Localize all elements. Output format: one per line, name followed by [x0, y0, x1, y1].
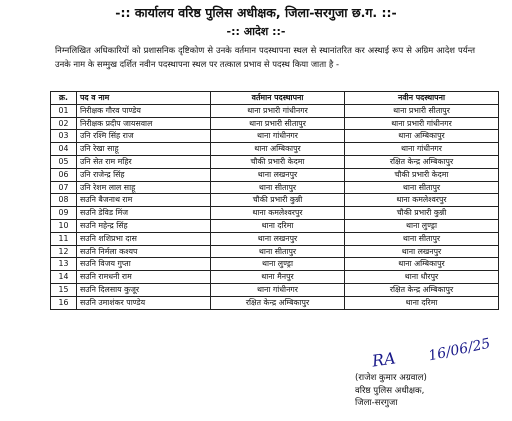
table-row: [51, 155, 499, 168]
new-posting-cell: थाना सीतापुर: [345, 181, 499, 194]
table-row: [51, 104, 499, 117]
column-header-serial: क्र.: [51, 92, 77, 105]
table-row: [51, 168, 499, 181]
name-cell: उनि सेत राम महिर: [77, 155, 211, 168]
name-cell: सउनि विजय गुप्ता: [77, 258, 211, 271]
new-posting-cell: थाना अम्बिकापुर: [345, 130, 499, 143]
table-row: [51, 258, 499, 271]
transfer-table: [50, 91, 499, 310]
serial-cell: 05: [51, 155, 77, 168]
officer-name: (राजेश कुमार अग्रवाल): [355, 373, 427, 383]
current-posting-cell: चौकी प्रभारी कुन्नी: [211, 194, 345, 207]
name-cell: उनि रश्मि सिंह राज: [77, 130, 211, 143]
officer-district: जिला-सरगुजा: [355, 398, 398, 408]
name-cell: सउनि महेन्द्र सिंह: [77, 219, 211, 232]
serial-cell: 04: [51, 143, 77, 156]
table-row: [51, 283, 499, 296]
serial-cell: 14: [51, 271, 77, 284]
name-cell: निरीक्षक प्रदीप जायसवाल: [77, 117, 211, 130]
serial-cell: 11: [51, 232, 77, 245]
current-posting-cell: थाना दरिमा: [211, 219, 345, 232]
current-posting-cell: थाना अम्बिकापुर: [211, 143, 345, 156]
name-cell: उनि रेखा साहू: [77, 143, 211, 156]
serial-cell: 16: [51, 296, 77, 309]
officer-designation: वरिष्ठ पुलिस अधीक्षक,: [355, 385, 425, 396]
table-row: [51, 207, 499, 220]
new-posting-cell: थाना लखनपुर: [345, 245, 499, 258]
order-paragraph: निम्नलिखित अधिकारियों को प्रशासनिक दृष्टिकोण से उनके वर्तमान पदस्थापना स्थल से स्थानांतरित कर अस्थाई रूप से अग्रिम आदेश पर्यन्त उनके नाम के सम्मुख दर्शित नवीन पदस्थापना स्थल पर तत्काल प्रभाव से पदस्थ किया जाता है -: [55, 45, 475, 69]
new-posting-cell: रक्षित केन्द्र अम्बिकापुर: [345, 283, 499, 296]
current-posting-cell: थाना प्रभारी गांधीनगर: [211, 104, 345, 117]
column-header-new-posting: नवीन पदस्थापना: [345, 92, 499, 105]
current-posting-cell: थाना लुण्ड्रा: [211, 258, 345, 271]
current-posting-cell: थाना सीतापुर: [211, 181, 345, 194]
name-cell: निरीक्षक गौरव पाण्डेय: [77, 104, 211, 117]
new-posting-cell: थाना प्रभारी गांधीनगर: [345, 117, 499, 130]
new-posting-cell: थाना गांधीनगर: [345, 143, 499, 156]
new-posting-cell: थाना प्रभारी सीतापुर: [345, 104, 499, 117]
table-row: [51, 219, 499, 232]
new-posting-cell: थाना कमलेश्वरपुर: [345, 194, 499, 207]
name-cell: सउनि दिलसाय कुजूर: [77, 283, 211, 296]
serial-cell: 09: [51, 207, 77, 220]
name-cell: उनि रेशम लाल साहू: [77, 181, 211, 194]
new-posting-cell: थाना सीतापुर: [345, 232, 499, 245]
new-posting-cell: चौकी प्रभारी कुन्नी: [345, 207, 499, 220]
table-row: [51, 232, 499, 245]
signature-date: 16/06/25: [427, 335, 492, 365]
order-heading: -:: आदेश ::-: [226, 25, 286, 38]
current-posting-cell: थाना गांधीनगर: [211, 130, 345, 143]
name-cell: सउनि बैजनाथ राम: [77, 194, 211, 207]
current-posting-cell: थाना लखनपुर: [211, 232, 345, 245]
table-row: [51, 143, 499, 156]
table-row: [51, 117, 499, 130]
name-cell: सउनि निर्मला कश्यप: [77, 245, 211, 258]
column-header-current-posting: वर्तमान पदस्थापना: [211, 92, 345, 105]
table-row: [51, 130, 499, 143]
current-posting-cell: थाना गांधीनगर: [211, 283, 345, 296]
column-header-name: पद व नाम: [77, 92, 211, 105]
table-row: [51, 181, 499, 194]
new-posting-cell: थाना धौरपुर: [345, 271, 499, 284]
serial-cell: 13: [51, 258, 77, 271]
serial-cell: 03: [51, 130, 77, 143]
current-posting-cell: थाना कमलेश्वरपुर: [211, 207, 345, 220]
table-row: [51, 245, 499, 258]
signature-initials: RA: [370, 348, 397, 371]
serial-cell: 10: [51, 219, 77, 232]
table-header-row: [51, 92, 499, 105]
name-cell: सउनि शशिप्रभा दास: [77, 232, 211, 245]
serial-cell: 06: [51, 168, 77, 181]
serial-cell: 07: [51, 181, 77, 194]
serial-cell: 15: [51, 283, 77, 296]
document-title: -:: कार्यालय वरिष्ठ पुलिस अधीक्षक, जिला-सरगुजा छ.ग. ::-: [115, 5, 397, 20]
name-cell: उनि राजेन्द्र सिंह: [77, 168, 211, 181]
current-posting-cell: थाना प्रभारी सीतापुर: [211, 117, 345, 130]
current-posting-cell: चौकी प्रभारी केदमा: [211, 155, 345, 168]
table-row: [51, 194, 499, 207]
serial-cell: 02: [51, 117, 77, 130]
table-row: [51, 296, 499, 309]
new-posting-cell: थाना लुण्ड्रा: [345, 219, 499, 232]
name-cell: सउनि डेविड मिंज: [77, 207, 211, 220]
name-cell: सउनि उमाशंकर पाण्डेय: [77, 296, 211, 309]
table-row: [51, 271, 499, 284]
new-posting-cell: थाना अम्बिकापुर: [345, 258, 499, 271]
name-cell: सउनि रामधनी राम: [77, 271, 211, 284]
serial-cell: 08: [51, 194, 77, 207]
serial-cell: 12: [51, 245, 77, 258]
current-posting-cell: थाना मैनपुर: [211, 271, 345, 284]
current-posting-cell: थाना लखनपुर: [211, 168, 345, 181]
serial-cell: 01: [51, 104, 77, 117]
new-posting-cell: चौकी प्रभारी केदमा: [345, 168, 499, 181]
new-posting-cell: रक्षित केन्द्र अम्बिकापुर: [345, 155, 499, 168]
new-posting-cell: थाना दरिमा: [345, 296, 499, 309]
signature-block: [355, 372, 427, 410]
current-posting-cell: रक्षित केन्द्र अम्बिकापुर: [211, 296, 345, 309]
current-posting-cell: थाना सीतापुर: [211, 245, 345, 258]
